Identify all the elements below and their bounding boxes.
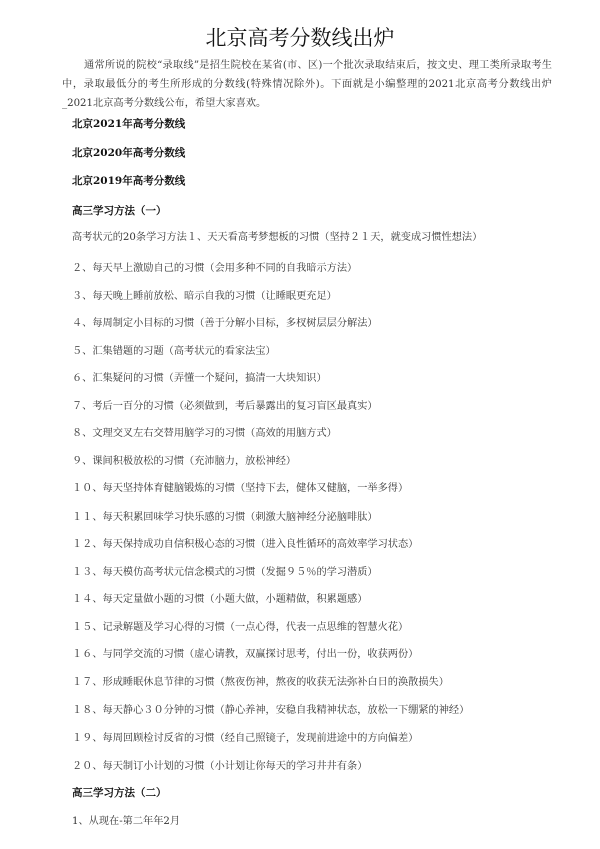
list-item: １３、每天模仿高考状元信念模式的习惯（发掘９５％的学习潜质） — [72, 567, 378, 578]
page-title: 北京高考分数线出炉 — [205, 26, 395, 50]
list-item: ８、文理交叉左右交替用脑学习的习惯（高效的用脑方式） — [72, 428, 337, 439]
list-item: １８、每天静心３０分钟的习惯（静心养神，安稳自我精神状态，放松一下绷紧的神经） — [72, 705, 470, 716]
list-item: ２、每天早上激励自己的习惯（会用多种不同的自我暗示方法） — [72, 263, 358, 274]
list-item: 1、从现在-第二年年2月 — [72, 816, 181, 827]
heading-2021: 北京2021年高考分数线 — [72, 118, 186, 130]
list-item: １２、每天保持成功自信积极心态的习惯（进入良性循环的高效率学习状态） — [72, 539, 419, 550]
heading-2019: 北京2019年高考分数线 — [72, 175, 186, 187]
list-item: ３、每天晚上睡前放松、暗示自我的习惯（让睡眠更充足） — [72, 291, 337, 302]
list-item: １７、形成睡眠休息节律的习惯（熬夜伤神，熬夜的收获无法弥补白日的涣散损失） — [72, 677, 449, 688]
intro-paragraph: 通常所说的院校“录取线”是招生院校在某省(市、区)一个批次录取结束后，按文史、理工类所录取考生中，录取最低分的考生所形成的分数线(特殊情况除外)。下面就是小编整理的2021北京高考分数线出炉_2021北京高考分数线公布，希望大家喜欢。 — [62, 60, 552, 109]
list-item: １１、每天积累回味学习快乐感的习惯（刺激大脑神经分泌脑啡肽） — [72, 512, 378, 523]
list-item: １０、每天坚持体育健脑锻炼的习惯（坚持下去，健体又健脑，一举多得） — [72, 483, 409, 494]
list-item: ６、汇集疑问的习惯（弄懂一个疑问，搞清一大块知识） — [72, 373, 327, 384]
list-item: ５、汇集错题的习题（高考状元的看家法宝） — [72, 346, 276, 357]
list-item: １４、每天定量做小题的习惯（小题大做，小题精做，积累题感） — [72, 594, 368, 605]
heading-2020: 北京2020年高考分数线 — [72, 147, 186, 159]
list-item: ４、每周制定小目标的习惯（善于分解小目标，多杈树层层分解法） — [72, 318, 378, 329]
list-item: 高考状元的20条学习方法１、天天看高考梦想板的习惯（坚持２１天，就变成习惯性想法） — [72, 232, 483, 243]
heading-method-1: 高三学习方法（一） — [72, 205, 167, 217]
heading-method-2: 高三学习方法（二） — [72, 787, 167, 799]
list-item: ９、课间积极放松的习惯（充沛脑力，放松神经） — [72, 456, 297, 467]
list-item: １９、每周回顾检讨反省的习惯（经自己照镜子，发现前进途中的方向偏差） — [72, 733, 419, 744]
list-item: ７、考后一百分的习惯（必须做到，考后暴露出的复习盲区最真实） — [72, 401, 378, 412]
list-item: ２０、每天制订小计划的习惯（小计划让你每天的学习井井有条） — [72, 761, 368, 772]
list-item: １６、与同学交流的习惯（虚心请教，双赢探讨思考，付出一份，收获两份） — [72, 649, 419, 660]
list-item: １５、记录解题及学习心得的习惯（一点心得，代表一点思维的智慧火花） — [72, 622, 409, 633]
